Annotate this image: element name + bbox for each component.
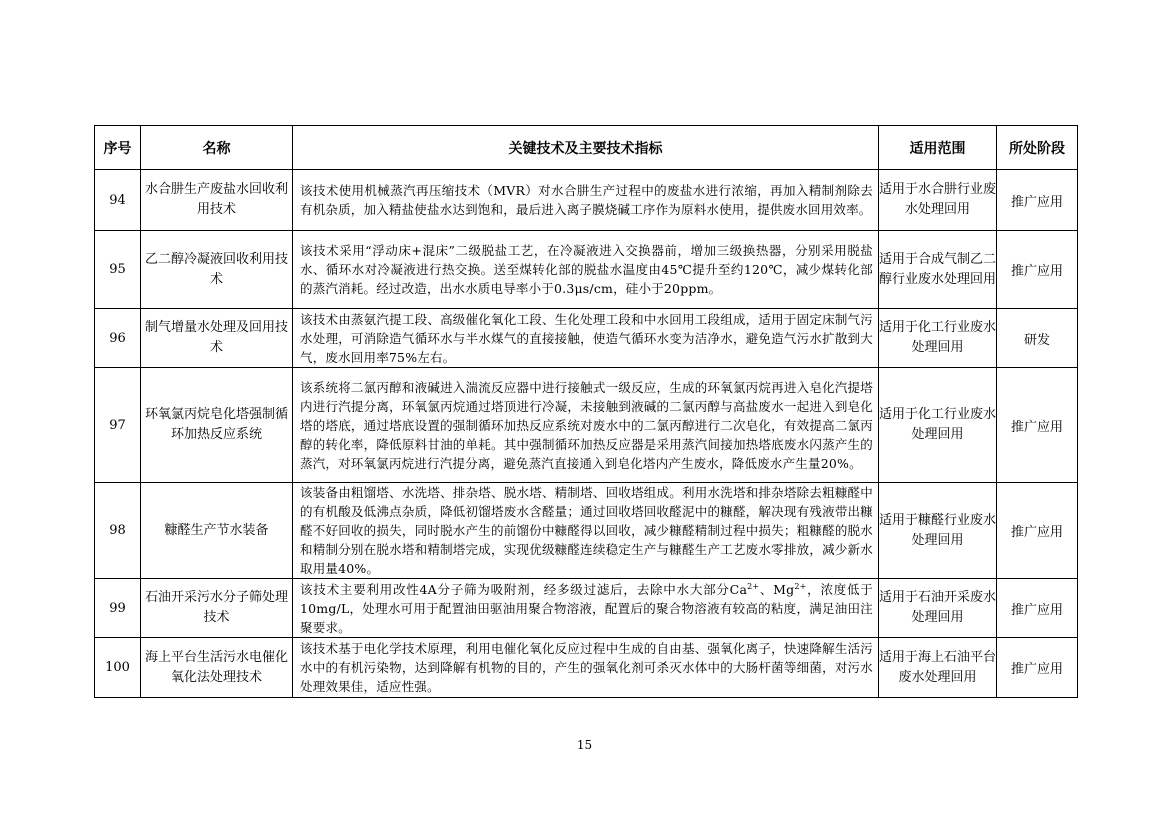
row-desc-part: 、Mg [759, 581, 795, 597]
header-stage: 所处阶段 [997, 126, 1078, 170]
table-row [95, 309, 1078, 368]
row-no: 100 [95, 638, 141, 698]
table-row [95, 231, 1078, 309]
row-desc: 该技术采用“浮动床+混床”二级脱盐工艺，在冷凝液进入交换器前，增加三级换热器，分别采用脱盐水、循环水对冷凝液进行热交换。送至煤转化部的脱盐水温度由45℃提升至约120℃，减少煤转化部的蒸汽消耗。经过改造，出水水质电导率小于0.3μs/cm，硅小于20ppm。 [293, 231, 879, 309]
row-no: 96 [95, 309, 141, 368]
row-name: 制气增量水处理及回用技术 [141, 309, 293, 368]
row-scope: 适用于水合肼行业废水处理回用 [879, 170, 997, 231]
row-name: 糠醛生产节水装备 [141, 483, 293, 579]
row-stage: 推广应用 [997, 231, 1078, 309]
row-no: 95 [95, 231, 141, 309]
row-desc-part: ，浓度低于10mg/L，处理水可用于配置油田驱油用聚合物溶液，配置后的聚合物溶液有较高的粘度，满足油田注聚要求。 [300, 581, 874, 635]
row-scope: 适用于海上石油平台废水处理回用 [879, 638, 997, 698]
row-no: 94 [95, 170, 141, 231]
row-scope: 适用于化工行业废水处理回用 [879, 368, 997, 483]
row-name: 水合肼生产废盐水回收利用技术 [141, 170, 293, 231]
row-desc: 该系统将二氯丙醇和液碱进入湍流反应器中进行接触式一级反应，生成的环氧氯丙烷再进入皂化汽提塔内进行汽提分离，环氧氯丙烷通过塔顶进行冷凝，未接触到液碱的二氯丙醇与高盐废水一起进入到皂化塔的塔底，通过塔底设置的强制循环加热反应系统对废水中的二氯丙醇进行二次皂化，有效提高二氯丙醇的转化率，降低原料甘油的单耗。其中强制循环加热反应器是采用蒸汽间接加热塔底废水闪蒸产生的蒸汽，对环氧氯丙烷进行汽提分离，避免蒸汽直接通入到皂化塔内产生废水，降低废水产生量20%。 [293, 368, 879, 483]
header-desc: 关键技术及主要技术指标 [293, 126, 879, 170]
row-no: 99 [95, 579, 141, 638]
row-name: 环氧氯丙烷皂化塔强制循环加热反应系统 [141, 368, 293, 483]
row-no: 97 [95, 368, 141, 483]
table-row [95, 368, 1078, 483]
row-desc: 该技术基于电化学技术原理，利用电催化氧化反应过程中生成的自由基、强氧化离子，快速降解生活污水中的有机污染物，达到降解有机物的目的，产生的强氧化剂可杀灭水体中的大肠杆菌等细菌，对污水处理效果佳，适应性强。 [293, 638, 879, 698]
row-scope: 适用于化工行业废水处理回用 [879, 309, 997, 368]
row-desc: 该装备由粗馏塔、水洗塔、排杂塔、脱水塔、精制塔、回收塔组成。利用水洗塔和排杂塔除去粗糠醛中的有机酸及低沸点杂质，降低初馏塔废水含醛量；通过回收塔回收醛泥中的糠醛，解决现有残液带出糠醛不好回收的损失，同时脱水产生的前馏份中糠醛得以回收，减少糠醛精制过程中损失；粗糠醛的脱水和精制分别在脱水塔和精制塔完成，实现优级糠醛连续稳定生产与糠醛生产工艺废水零排放，减少新水取用量40%。 [293, 483, 879, 579]
row-stage: 推广应用 [997, 579, 1078, 638]
row-scope: 适用于糠醛行业废水处理回用 [879, 483, 997, 579]
page-number: 15 [576, 738, 593, 752]
header-name: 名称 [141, 126, 293, 170]
row-scope: 适用于合成气制乙二醇行业废水处理回用 [879, 231, 997, 309]
row-desc: 该技术由蒸氨汽提工段、高级催化氧化工段、生化处理工段和中水回用工段组成，适用于固定床制气污水处理，可消除造气循环水与半水煤气的直接接触，使造气循环水变为洁净水，避免造气污水扩散到大气，废水回用率75%左右。 [293, 309, 879, 368]
header-scope: 适用范围 [879, 126, 997, 170]
row-name: 乙二醇冷凝液回收利用技术 [141, 231, 293, 309]
row-desc-part: 该技术主要利用改性4A分子筛为吸附剂，经多级过滤后，去除中水大部分Ca [300, 581, 748, 597]
table-header-row [95, 126, 1078, 170]
header-no: 序号 [95, 126, 141, 170]
table-row [95, 579, 1078, 638]
row-stage: 推广应用 [997, 368, 1078, 483]
technology-table [94, 125, 1078, 698]
table-row [95, 483, 1078, 579]
row-scope: 适用于石油开采废水处理回用 [879, 579, 997, 638]
row-stage: 推广应用 [997, 483, 1078, 579]
superscript: 2+ [794, 581, 807, 591]
row-stage: 研发 [997, 309, 1078, 368]
row-desc [293, 579, 879, 638]
row-stage: 推广应用 [997, 638, 1078, 698]
row-name: 石油开采污水分子筛处理技术 [141, 579, 293, 638]
row-no: 98 [95, 483, 141, 579]
superscript: 2+ [747, 581, 760, 591]
row-name: 海上平台生活污水电催化氧化法处理技术 [141, 638, 293, 698]
row-desc: 该技术使用机械蒸汽再压缩技术（MVR）对水合肼生产过程中的废盐水进行浓缩，再加入精制剂除去有机杂质，加入精盐使盐水达到饱和，最后进入离子膜烧碱工序作为原料水使用，提供废水回用效率。 [293, 170, 879, 231]
row-stage: 推广应用 [997, 170, 1078, 231]
table-row [95, 170, 1078, 231]
table-row [95, 638, 1078, 698]
